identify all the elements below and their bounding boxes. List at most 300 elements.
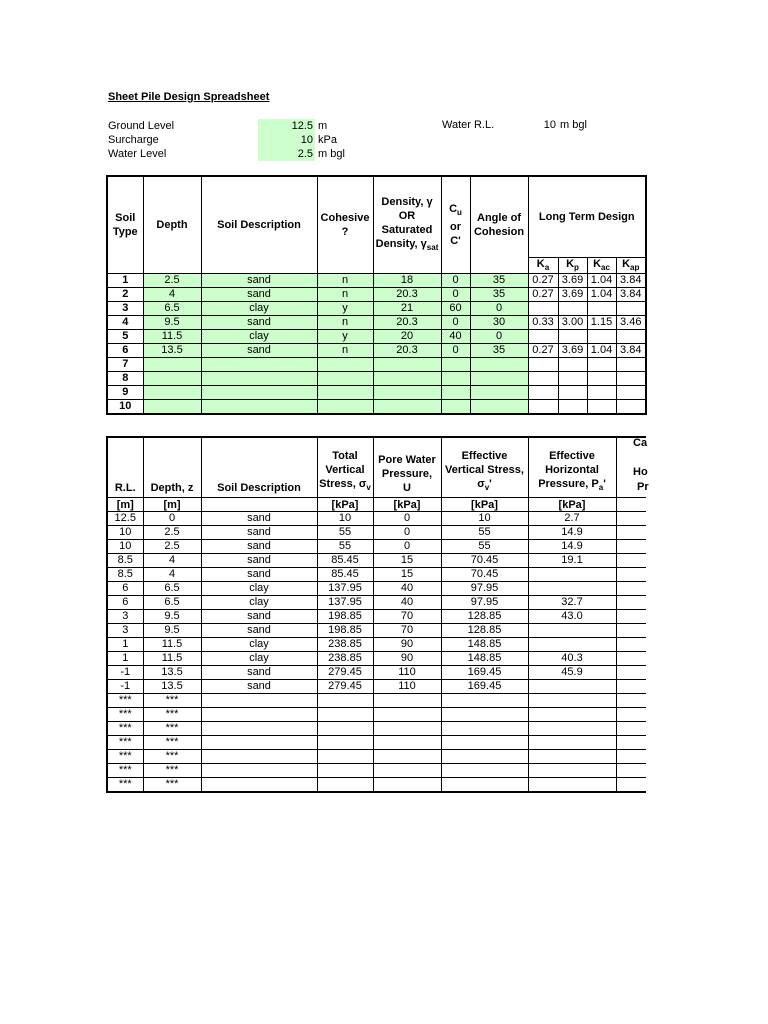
col-pore-water-pressure: Pore Water Pressure, U xyxy=(373,437,441,498)
rl-cell: 1 xyxy=(107,652,143,666)
description-cell xyxy=(201,694,317,708)
layer-number: 2 xyxy=(107,288,143,302)
depth-cell[interactable]: 2.5 xyxy=(143,274,201,288)
total-stress-cell: 279.45 xyxy=(317,666,373,680)
pore-pressure-cell xyxy=(373,750,441,764)
eff-horizontal-cell xyxy=(528,750,616,764)
description-cell: sand xyxy=(201,512,317,526)
description-cell[interactable]: sand xyxy=(201,288,317,302)
kp-cell xyxy=(558,302,587,316)
description-cell: sand xyxy=(201,568,317,582)
description-cell: sand xyxy=(201,666,317,680)
kap-cell: 3.84 xyxy=(616,274,646,288)
eff-horizontal-cell: 2.7 xyxy=(528,512,616,526)
layer-number: 4 xyxy=(107,316,143,330)
description-cell: sand xyxy=(201,680,317,694)
total-stress-cell xyxy=(317,708,373,722)
layer-number: 10 xyxy=(107,400,143,415)
eff-horizontal-cell: 32.7 xyxy=(528,596,616,610)
soil-layer-row xyxy=(107,400,646,415)
layer-number: 9 xyxy=(107,386,143,400)
eff-vertical-cell: 128.85 xyxy=(441,610,528,624)
rl-cell: *** xyxy=(107,694,143,708)
description-cell: sand xyxy=(201,540,317,554)
depth-cell: 4 xyxy=(143,554,201,568)
cu-cell[interactable] xyxy=(441,372,470,386)
col-kp: $K_p$ xyxy=(558,258,587,274)
kp-cell xyxy=(558,330,587,344)
rl-cell: 10 xyxy=(107,540,143,554)
angle-cell[interactable] xyxy=(470,358,528,372)
total-stress-cell: 85.45 xyxy=(317,554,373,568)
param-unit: kPa xyxy=(318,134,337,146)
description-cell[interactable] xyxy=(201,358,317,372)
stress-row xyxy=(107,666,656,680)
eff-vertical-cell xyxy=(441,708,528,722)
depth-cell[interactable]: 9.5 xyxy=(143,316,201,330)
depth-cell[interactable] xyxy=(143,372,201,386)
soil-layer-row xyxy=(107,274,646,288)
angle-cell[interactable]: 30 xyxy=(470,316,528,330)
depth-cell[interactable]: 13.5 xyxy=(143,344,201,358)
depth-cell: 6.5 xyxy=(143,596,201,610)
eff-vertical-cell xyxy=(441,694,528,708)
water-rl-value: 10 xyxy=(543,119,556,131)
description-cell[interactable]: sand xyxy=(201,344,317,358)
kap-cell xyxy=(616,358,646,372)
pore-pressure-cell: 15 xyxy=(373,568,441,582)
rl-cell: 3 xyxy=(107,610,143,624)
cohesive-cell[interactable]: n xyxy=(317,274,373,288)
col-kap: $K_{ap}$ xyxy=(616,258,646,274)
ka-cell xyxy=(528,386,558,400)
kp-cell xyxy=(558,400,587,415)
cohesive-cell[interactable] xyxy=(317,358,373,372)
kp-cell: 3.69 xyxy=(558,288,587,302)
kap-cell xyxy=(616,372,646,386)
depth-cell: 4 xyxy=(143,568,201,582)
stress-row xyxy=(107,750,656,764)
cohesive-cell[interactable]: n xyxy=(317,316,373,330)
rl-cell: *** xyxy=(107,708,143,722)
total-stress-cell xyxy=(317,694,373,708)
kap-cell: 3.84 xyxy=(616,288,646,302)
eff-horizontal-cell: 14.9 xyxy=(528,526,616,540)
depth-cell: 9.5 xyxy=(143,610,201,624)
col-effective-vertical-stress: Effective Vertical Stress, $\sigma_v'$ xyxy=(441,437,528,498)
angle-cell[interactable]: 35 xyxy=(470,288,528,302)
spreadsheet-title: Sheet Pile Design Spreadsheet xyxy=(108,91,270,103)
density-cell[interactable] xyxy=(373,386,441,400)
stress-row xyxy=(107,610,656,624)
eff-vertical-cell xyxy=(441,778,528,793)
cu-cell[interactable] xyxy=(441,358,470,372)
description-cell[interactable] xyxy=(201,400,317,415)
total-stress-cell: 198.85 xyxy=(317,624,373,638)
col-depth-z: Depth, z xyxy=(143,437,201,498)
kp-cell: 3.69 xyxy=(558,274,587,288)
cu-cell[interactable] xyxy=(441,386,470,400)
pore-pressure-cell: 0 xyxy=(373,540,441,554)
eff-horizontal-cell: 45.9 xyxy=(528,666,616,680)
unit-cell xyxy=(201,498,317,512)
description-cell[interactable]: clay xyxy=(201,330,317,344)
total-stress-cell: 238.85 xyxy=(317,638,373,652)
stress-row xyxy=(107,708,656,722)
density-cell[interactable] xyxy=(373,372,441,386)
col-angle: Angle of Cohesion xyxy=(470,176,528,274)
depth-cell: *** xyxy=(143,750,201,764)
surcharge-input[interactable]: 10 xyxy=(258,133,315,147)
cu-cell[interactable]: 60 xyxy=(441,302,470,316)
eff-vertical-cell: 55 xyxy=(441,540,528,554)
eff-vertical-cell: 148.85 xyxy=(441,652,528,666)
depth-cell: *** xyxy=(143,722,201,736)
depth-cell: 11.5 xyxy=(143,638,201,652)
eff-horizontal-cell: 43.0 xyxy=(528,610,616,624)
depth-cell: 2.5 xyxy=(143,540,201,554)
kac-cell xyxy=(587,330,616,344)
description-cell[interactable]: sand xyxy=(201,274,317,288)
col-soil-description: Soil Description xyxy=(201,437,317,498)
pore-pressure-cell xyxy=(373,764,441,778)
rl-cell: 6 xyxy=(107,582,143,596)
density-cell[interactable]: 20.3 xyxy=(373,288,441,302)
description-cell[interactable] xyxy=(201,386,317,400)
eff-horizontal-cell: 40.3 xyxy=(528,652,616,666)
pore-pressure-cell: 15 xyxy=(373,554,441,568)
depth-cell: 13.5 xyxy=(143,680,201,694)
cohesive-cell[interactable] xyxy=(317,400,373,415)
col-ka: $K_a$ xyxy=(528,258,558,274)
kac-cell xyxy=(587,400,616,415)
rl-cell: 10 xyxy=(107,526,143,540)
pore-pressure-cell: 110 xyxy=(373,680,441,694)
col-rl: R.L. xyxy=(107,437,143,498)
rl-cell: -1 xyxy=(107,680,143,694)
cu-cell[interactable]: 0 xyxy=(441,274,470,288)
density-cell[interactable]: 20.3 xyxy=(373,344,441,358)
kac-cell xyxy=(587,372,616,386)
stress-row xyxy=(107,526,656,540)
description-cell: clay xyxy=(201,582,317,596)
total-stress-cell xyxy=(317,750,373,764)
layer-number: 5 xyxy=(107,330,143,344)
angle-cell[interactable]: 35 xyxy=(470,274,528,288)
pore-pressure-cell: 70 xyxy=(373,624,441,638)
kap-cell xyxy=(616,386,646,400)
description-cell: sand xyxy=(201,526,317,540)
cohesive-cell[interactable] xyxy=(317,372,373,386)
water-rl-label: Water R.L. xyxy=(442,119,495,131)
kac-cell: 1.04 xyxy=(587,288,616,302)
pore-pressure-cell: 0 xyxy=(373,526,441,540)
pore-pressure-cell: 110 xyxy=(373,666,441,680)
cohesive-cell[interactable]: n xyxy=(317,288,373,302)
ka-cell xyxy=(528,330,558,344)
depth-cell: 9.5 xyxy=(143,624,201,638)
soil-layer-table xyxy=(106,175,647,415)
angle-cell[interactable] xyxy=(470,400,528,415)
col-effective-horizontal-pressure: Effective Horizontal Pressure, $P_a'$ xyxy=(528,437,616,498)
angle-cell[interactable] xyxy=(470,386,528,400)
eff-vertical-cell: 169.45 xyxy=(441,666,528,680)
clipped-header-text: Pr xyxy=(637,481,649,493)
stress-row xyxy=(107,680,656,694)
stress-row xyxy=(107,778,656,793)
soil-layer-row xyxy=(107,372,646,386)
kp-cell xyxy=(558,358,587,372)
col-density: Density, γ OR Saturated Density, $\gamma_{sat}$ xyxy=(373,176,441,274)
pore-pressure-cell: 70 xyxy=(373,610,441,624)
col-depth: Depth xyxy=(143,176,201,274)
eff-horizontal-cell xyxy=(528,624,616,638)
eff-vertical-cell xyxy=(441,736,528,750)
ground-level-input[interactable]: 12.5 xyxy=(258,119,315,133)
cu-cell[interactable]: 0 xyxy=(441,344,470,358)
rl-cell: *** xyxy=(107,736,143,750)
kap-cell xyxy=(616,330,646,344)
kap-cell xyxy=(616,400,646,415)
eff-horizontal-cell: 19.1 xyxy=(528,554,616,568)
col-kac: $K_{ac}$ xyxy=(587,258,616,274)
angle-cell[interactable]: 0 xyxy=(470,330,528,344)
total-stress-cell xyxy=(317,736,373,750)
col-soil-type: Soil Type xyxy=(107,176,143,274)
eff-vertical-cell xyxy=(441,750,528,764)
total-stress-cell xyxy=(317,778,373,793)
description-cell: sand xyxy=(201,610,317,624)
density-cell[interactable]: 20 xyxy=(373,330,441,344)
eff-vertical-cell: 70.45 xyxy=(441,554,528,568)
eff-horizontal-cell xyxy=(528,568,616,582)
stress-row xyxy=(107,722,656,736)
density-cell[interactable]: 18 xyxy=(373,274,441,288)
description-cell xyxy=(201,736,317,750)
eff-horizontal-cell xyxy=(528,778,616,793)
kp-cell xyxy=(558,386,587,400)
unit-cell: [kPa] xyxy=(373,498,441,512)
description-cell: sand xyxy=(201,554,317,568)
soil-layer-row xyxy=(107,344,646,358)
pore-pressure-cell xyxy=(373,736,441,750)
eff-vertical-cell: 10 xyxy=(441,512,528,526)
rl-cell: *** xyxy=(107,764,143,778)
total-stress-cell: 137.95 xyxy=(317,596,373,610)
eff-vertical-cell: 169.45 xyxy=(441,680,528,694)
rl-cell: 6 xyxy=(107,596,143,610)
cohesive-cell[interactable]: y xyxy=(317,330,373,344)
stress-row xyxy=(107,736,656,750)
kap-cell xyxy=(616,302,646,316)
stress-table xyxy=(106,436,657,793)
layer-number: 6 xyxy=(107,344,143,358)
eff-vertical-cell: 148.85 xyxy=(441,638,528,652)
density-cell[interactable] xyxy=(373,358,441,372)
kac-cell: 1.04 xyxy=(587,274,616,288)
param-unit: m bgl xyxy=(318,148,345,160)
pore-pressure-cell xyxy=(373,694,441,708)
ka-cell xyxy=(528,372,558,386)
col-cu: $C_u$ or C' xyxy=(441,176,470,274)
layer-number: 7 xyxy=(107,358,143,372)
soil-layer-row xyxy=(107,330,646,344)
rl-cell: 8.5 xyxy=(107,568,143,582)
unit-cell: [kPa] xyxy=(528,498,616,512)
description-cell[interactable] xyxy=(201,372,317,386)
angle-cell[interactable] xyxy=(470,372,528,386)
stress-row xyxy=(107,638,656,652)
depth-cell[interactable]: 6.5 xyxy=(143,302,201,316)
soil-layer-row xyxy=(107,288,646,302)
depth-cell[interactable]: 11.5 xyxy=(143,330,201,344)
stress-row xyxy=(107,582,656,596)
eff-vertical-cell: 97.95 xyxy=(441,596,528,610)
rl-cell: 8.5 xyxy=(107,554,143,568)
eff-horizontal-cell xyxy=(528,694,616,708)
rl-cell: 3 xyxy=(107,624,143,638)
total-stress-cell: 55 xyxy=(317,540,373,554)
depth-cell[interactable]: 4 xyxy=(143,288,201,302)
water-rl-unit: m bgl xyxy=(560,119,587,131)
water-level-input[interactable]: 2.5 xyxy=(258,147,315,161)
param-label: Ground Level xyxy=(108,120,175,132)
description-cell xyxy=(201,722,317,736)
depth-cell[interactable] xyxy=(143,358,201,372)
depth-cell[interactable] xyxy=(143,400,201,415)
soil-layer-row xyxy=(107,386,646,400)
rl-cell: -1 xyxy=(107,666,143,680)
depth-cell: *** xyxy=(143,736,201,750)
eff-horizontal-cell xyxy=(528,708,616,722)
param-ground-level xyxy=(108,119,708,133)
kac-cell xyxy=(587,386,616,400)
total-stress-cell: 279.45 xyxy=(317,680,373,694)
cu-cell[interactable] xyxy=(441,400,470,415)
unit-cell: [m] xyxy=(143,498,201,512)
rl-cell: *** xyxy=(107,722,143,736)
param-water-level xyxy=(108,147,708,161)
description-cell: clay xyxy=(201,652,317,666)
kp-cell xyxy=(558,372,587,386)
eff-vertical-cell xyxy=(441,722,528,736)
eff-vertical-cell: 128.85 xyxy=(441,624,528,638)
total-stress-cell xyxy=(317,764,373,778)
ka-cell: 0.27 xyxy=(528,274,558,288)
kac-cell xyxy=(587,358,616,372)
eff-vertical-cell: 97.95 xyxy=(441,582,528,596)
density-cell[interactable]: 20.3 xyxy=(373,316,441,330)
stress-row xyxy=(107,764,656,778)
eff-horizontal-cell xyxy=(528,736,616,750)
pore-pressure-cell: 0 xyxy=(373,512,441,526)
cu-cell[interactable]: 40 xyxy=(441,330,470,344)
layer-number: 1 xyxy=(107,274,143,288)
description-cell: clay xyxy=(201,596,317,610)
depth-cell: 2.5 xyxy=(143,526,201,540)
angle-cell[interactable]: 0 xyxy=(470,302,528,316)
depth-cell: *** xyxy=(143,708,201,722)
pore-pressure-cell: 40 xyxy=(373,582,441,596)
layer-number: 8 xyxy=(107,372,143,386)
unit-cell: [kPa] xyxy=(317,498,373,512)
stress-row xyxy=(107,568,656,582)
description-cell xyxy=(201,750,317,764)
kap-cell: 3.84 xyxy=(616,344,646,358)
layer-number: 3 xyxy=(107,302,143,316)
eff-horizontal-cell xyxy=(528,764,616,778)
viewport-clip xyxy=(646,420,768,800)
eff-horizontal-cell xyxy=(528,680,616,694)
cohesive-cell[interactable] xyxy=(317,386,373,400)
pore-pressure-cell xyxy=(373,722,441,736)
param-label: Surcharge xyxy=(108,134,159,146)
total-stress-cell: 85.45 xyxy=(317,568,373,582)
total-stress-cell: 198.85 xyxy=(317,610,373,624)
cohesive-cell[interactable]: n xyxy=(317,344,373,358)
total-stress-cell: 238.85 xyxy=(317,652,373,666)
eff-vertical-cell: 70.45 xyxy=(441,568,528,582)
ka-cell: 0.27 xyxy=(528,344,558,358)
col-soil-description: Soil Description xyxy=(201,176,317,274)
rl-cell: *** xyxy=(107,750,143,764)
ka-cell xyxy=(528,302,558,316)
eff-vertical-cell: 55 xyxy=(441,526,528,540)
rl-cell: 1 xyxy=(107,638,143,652)
soil-layer-row xyxy=(107,358,646,372)
pore-pressure-cell xyxy=(373,708,441,722)
col-total-vertical-stress: Total Vertical Stress, $\sigma_v$ xyxy=(317,437,373,498)
description-cell[interactable]: clay xyxy=(201,302,317,316)
stress-row xyxy=(107,512,656,526)
stress-row xyxy=(107,596,656,610)
description-cell[interactable]: sand xyxy=(201,316,317,330)
param-label: Water Level xyxy=(108,148,167,160)
eff-horizontal-cell: 14.9 xyxy=(528,540,616,554)
density-cell[interactable] xyxy=(373,400,441,415)
depth-cell: 11.5 xyxy=(143,652,201,666)
depth-cell: 6.5 xyxy=(143,582,201,596)
ka-cell xyxy=(528,358,558,372)
description-cell xyxy=(201,708,317,722)
rl-cell: 12.5 xyxy=(107,512,143,526)
depth-cell: 13.5 xyxy=(143,666,201,680)
cu-cell[interactable]: 0 xyxy=(441,316,470,330)
soil-layer-row xyxy=(107,316,646,330)
cu-cell[interactable]: 0 xyxy=(441,288,470,302)
total-stress-cell: 55 xyxy=(317,526,373,540)
pore-pressure-cell: 90 xyxy=(373,652,441,666)
eff-horizontal-cell xyxy=(528,582,616,596)
depth-cell[interactable] xyxy=(143,386,201,400)
kp-cell: 3.69 xyxy=(558,344,587,358)
cohesive-cell[interactable]: y xyxy=(317,302,373,316)
unit-cell: [kPa] xyxy=(441,498,528,512)
eff-horizontal-cell xyxy=(528,722,616,736)
density-cell[interactable]: 21 xyxy=(373,302,441,316)
angle-cell[interactable]: 35 xyxy=(470,344,528,358)
col-cohesive: Cohesive ? xyxy=(317,176,373,274)
stress-row xyxy=(107,652,656,666)
rl-cell: *** xyxy=(107,778,143,793)
pore-pressure-cell: 40 xyxy=(373,596,441,610)
ka-cell xyxy=(528,400,558,415)
clipped-header-text: Ho xyxy=(633,466,648,478)
total-stress-cell: 137.95 xyxy=(317,582,373,596)
depth-cell: 0 xyxy=(143,512,201,526)
unit-cell: [m] xyxy=(107,498,143,512)
total-stress-cell xyxy=(317,722,373,736)
